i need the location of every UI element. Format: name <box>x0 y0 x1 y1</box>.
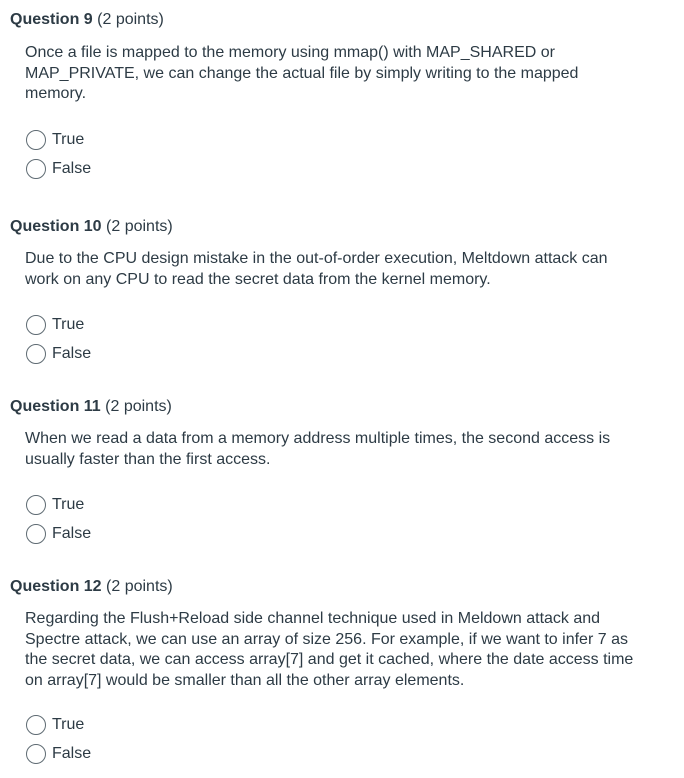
option-true[interactable] <box>26 493 84 517</box>
option-false[interactable] <box>26 742 91 766</box>
question-points: (2 points) <box>105 398 172 415</box>
option-label: False <box>52 745 92 762</box>
question-points: (2 points) <box>106 218 173 235</box>
question-points: (2 points) <box>97 11 164 28</box>
radio-button[interactable] <box>26 130 46 150</box>
option-false[interactable] <box>26 157 91 181</box>
radio-button[interactable] <box>26 344 46 364</box>
question-title: Question 12 <box>10 578 102 595</box>
question-header <box>10 10 164 30</box>
question-text: Once a file is mapped to the memory using mmap() with MAP_SHARED or MAP_PRIVATE, we can change the actual file by simply writing to the mapped memory. <box>25 44 579 102</box>
question-header <box>10 577 173 597</box>
option-label: False <box>52 525 92 542</box>
radio-button[interactable] <box>26 524 46 544</box>
option-false[interactable] <box>26 342 91 366</box>
radio-button[interactable] <box>26 159 46 179</box>
option-label: True <box>52 316 85 333</box>
question-header <box>10 397 172 417</box>
question-text: When we read a data from a memory address multiple times, the second access is usually faster than the first access. <box>25 430 611 468</box>
option-label: True <box>52 131 85 148</box>
radio-button[interactable] <box>26 744 46 764</box>
question-points: (2 points) <box>106 578 173 595</box>
question-title: Question 11 <box>10 398 101 415</box>
option-false[interactable] <box>26 522 91 546</box>
question-title: Question 10 <box>10 218 102 235</box>
question-text: Regarding the Flush+Reload side channel technique used in Meldown attack and Spectre attack, we can use an array of size 256. For example, if we want to infer 7 as the secret data, we can access array[7] and get it cached, where the date access time on array[7] would be smaller than all the other array elements. <box>25 610 634 689</box>
question-title: Question 9 <box>10 11 93 28</box>
option-true[interactable] <box>26 128 84 152</box>
option-label: False <box>52 345 92 362</box>
option-true[interactable] <box>26 713 84 737</box>
question-header <box>10 217 173 237</box>
radio-button[interactable] <box>26 715 46 735</box>
radio-button[interactable] <box>26 495 46 515</box>
radio-button[interactable] <box>26 315 46 335</box>
option-label: False <box>52 160 92 177</box>
option-true[interactable] <box>26 313 84 337</box>
option-label: True <box>52 716 85 733</box>
question-text: Due to the CPU design mistake in the out-of-order execution, Meltdown attack can work on any CPU to read the secret data from the kernel memory. <box>25 250 608 288</box>
option-label: True <box>52 496 85 513</box>
